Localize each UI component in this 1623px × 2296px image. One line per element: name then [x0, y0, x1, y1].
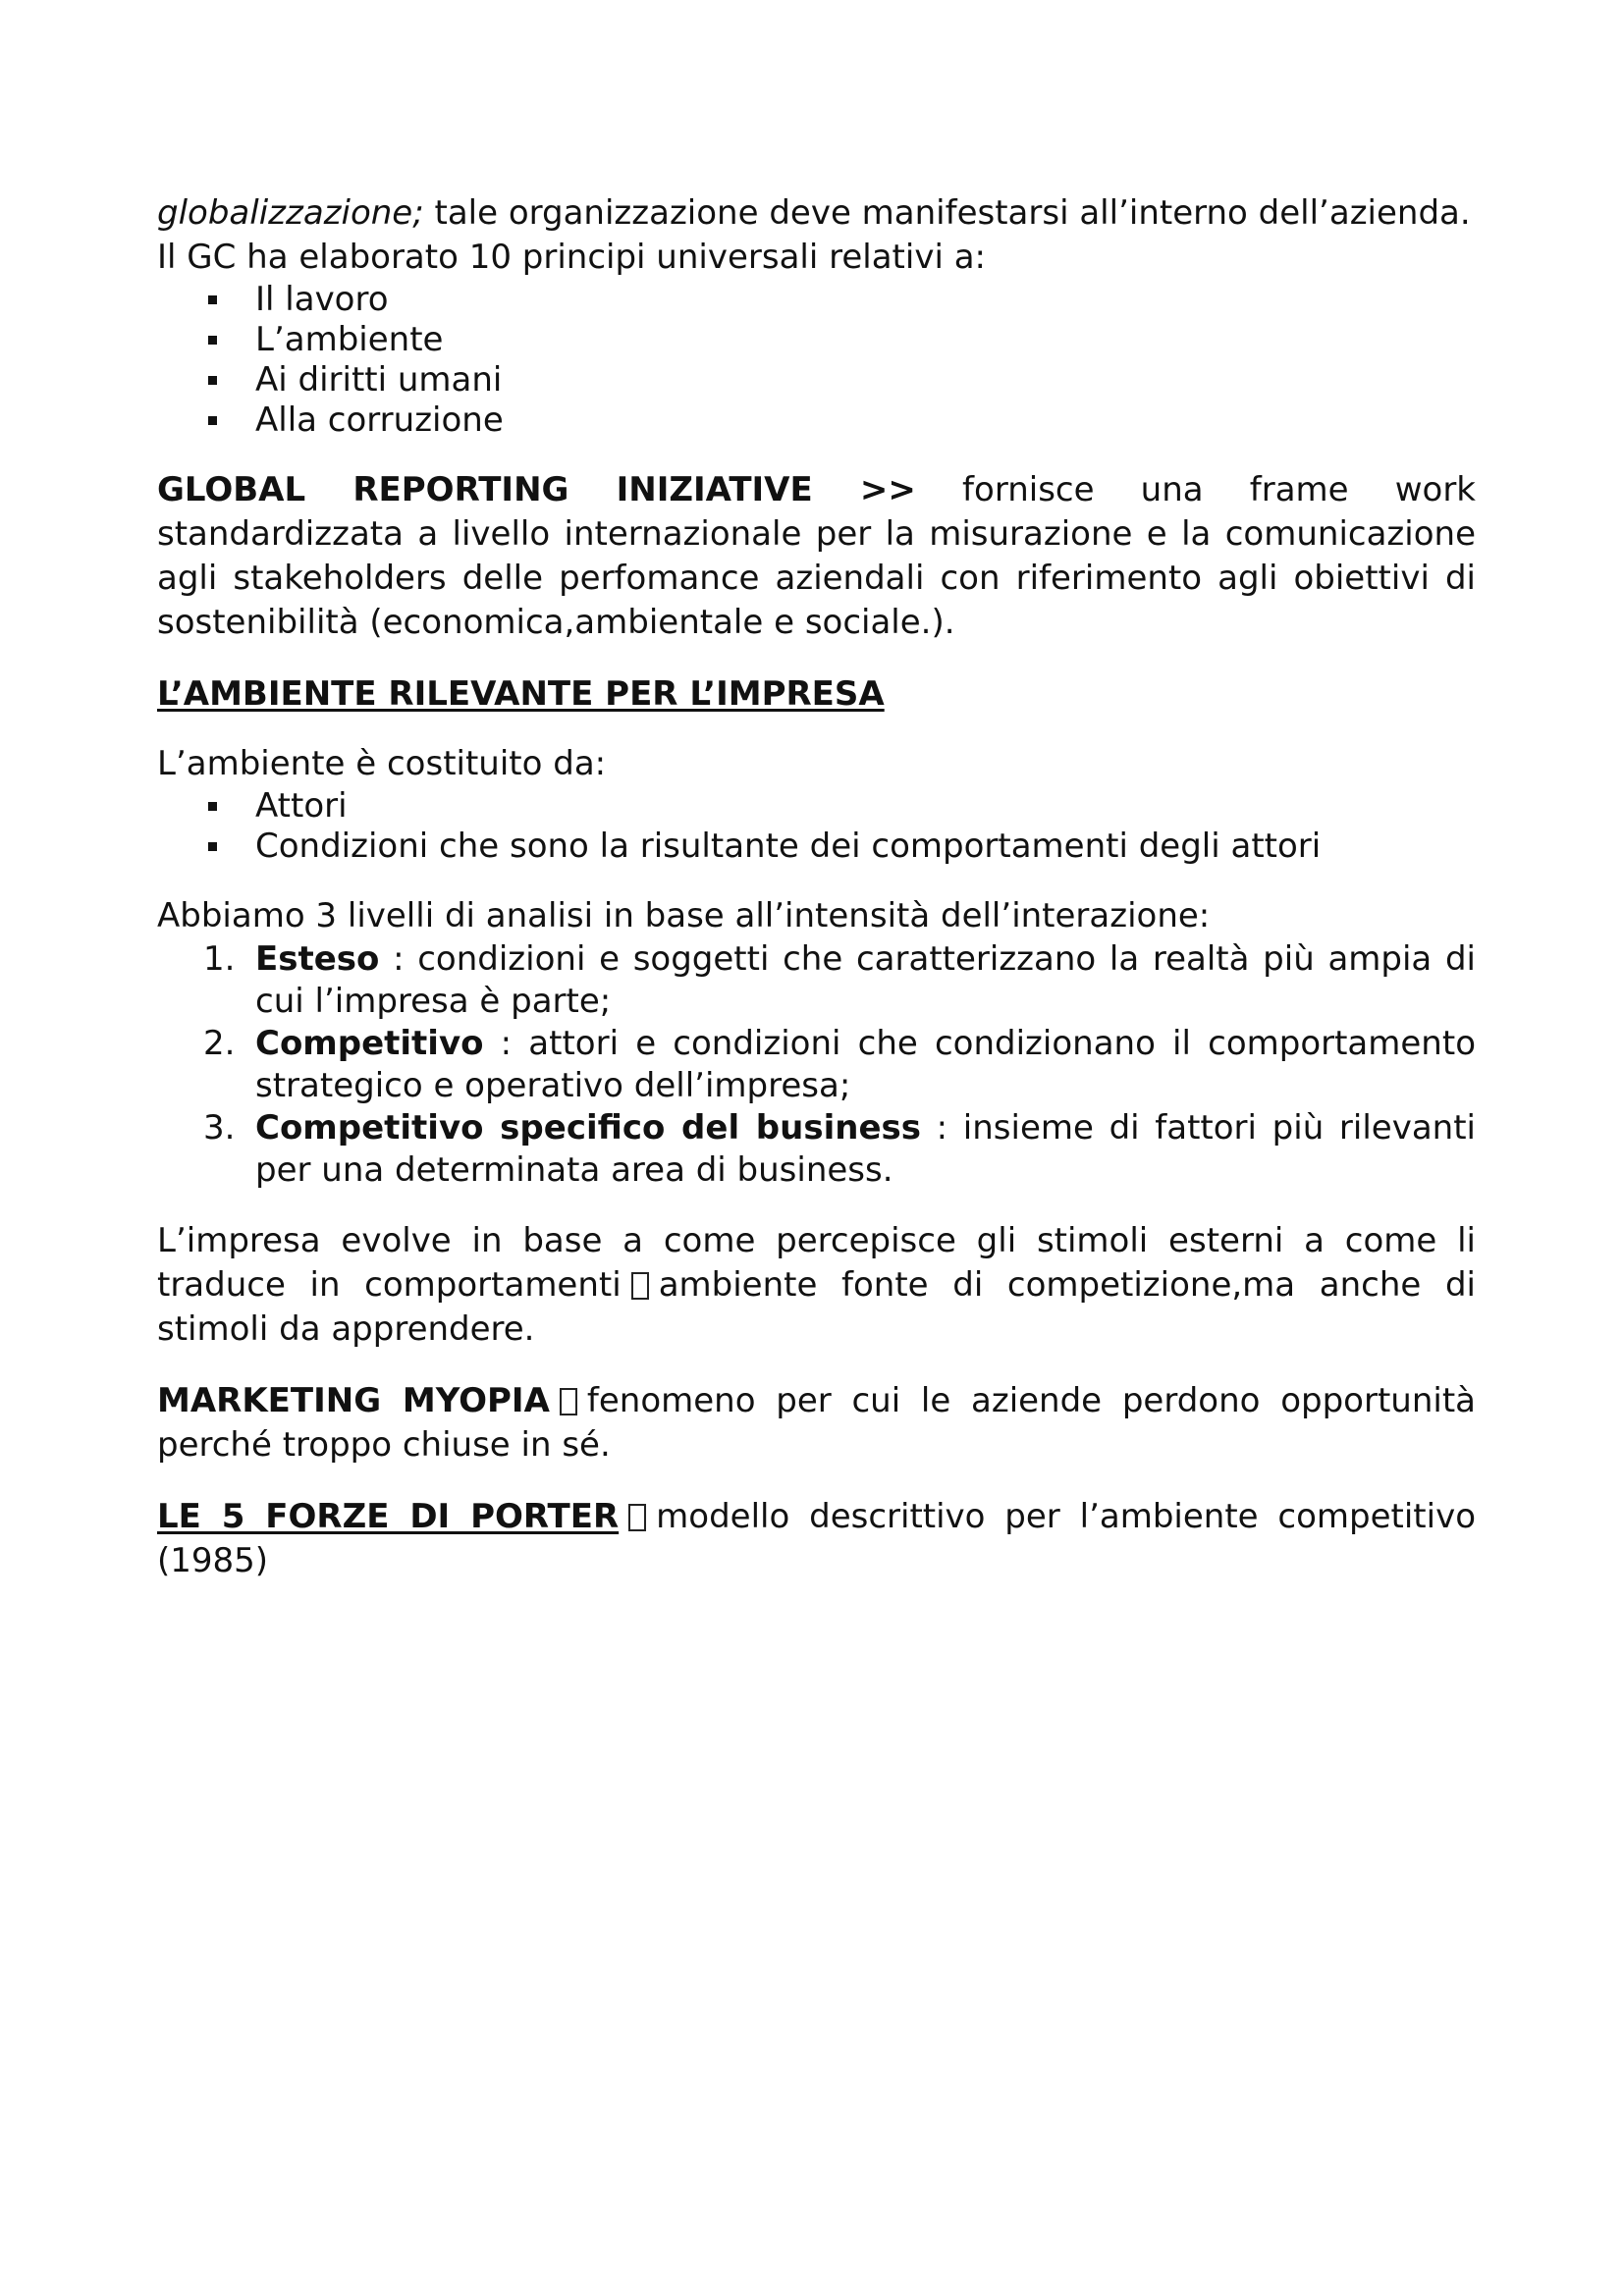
intro-paragraph	[157, 191, 1476, 280]
list-item: Il lavoro	[157, 280, 1476, 320]
arrow-placeholder-icon	[631, 1272, 649, 1300]
porter-term: LE 5 FORZE DI PORTER	[157, 1497, 620, 1536]
livello-text: : insieme di fattori più rilevanti per una determinata area di business.	[255, 1108, 1476, 1190]
livello-term: Competitivo	[255, 1024, 484, 1063]
list-item	[157, 1107, 1476, 1192]
arrow-placeholder-icon	[560, 1388, 577, 1415]
list-number: 2.	[203, 1024, 236, 1063]
gri-text: fornisce una frame work standardizzata a livello internazionale per la misurazione e la comunicazione agli stakeholders delle perfomance aziendali con riferimento agli obiettivi di sostenibilità (economica,ambientale e sociale.).	[157, 470, 1476, 642]
list-item	[157, 938, 1476, 1023]
myopia-paragraph	[157, 1379, 1476, 1468]
livello-term: Competitivo specifico del business	[255, 1108, 921, 1148]
intro-line2-text: Il GC ha elaborato 10 principi universali relativi a:	[157, 238, 986, 277]
ambiente-list	[157, 786, 1476, 867]
livello-text: : attori e condizioni che condizionano il comportamento strategico e operativo dell’impresa;	[255, 1024, 1476, 1105]
livello-text: : condizioni e soggetti che caratterizzano la realtà più ampia di cui l’impresa è parte;	[255, 939, 1476, 1021]
list-item: L’ambiente	[157, 320, 1476, 360]
square-bullet-icon	[208, 295, 217, 304]
porter-text: modello descrittivo per l’ambiente competitivo (1985)	[157, 1497, 1477, 1580]
intro-italic-term: globalizzazione;	[157, 193, 424, 233]
list-number: 3.	[203, 1108, 236, 1148]
principles-list	[157, 280, 1476, 441]
porter-paragraph	[157, 1495, 1476, 1583]
livelli-intro: Abbiamo 3 livelli di analisi in base all’intensità dell’interazione:	[157, 896, 1211, 935]
square-bullet-icon	[208, 336, 217, 345]
intro-line1-text: tale organizzazione deve manifestarsi all’interno dell’azienda.	[423, 193, 1471, 233]
square-bullet-icon	[208, 842, 217, 851]
evolve-paragraph	[157, 1219, 1476, 1352]
livello-term: Esteso	[255, 939, 380, 979]
list-item: Ai diritti umani	[157, 360, 1476, 400]
list-item	[157, 1023, 1476, 1107]
square-bullet-icon	[208, 802, 217, 811]
evolve-text-2: ambiente fonte di competizione,ma anche di stimoli da apprendere.	[157, 1265, 1476, 1349]
gri-term: GLOBAL REPORTING INIZIATIVE >>	[157, 470, 916, 509]
list-number: 1.	[203, 939, 236, 979]
document-page	[157, 191, 1476, 1583]
square-bullet-icon	[208, 376, 217, 385]
ambiente-intro: L’ambiente è costituito da:	[157, 744, 607, 783]
gri-paragraph	[157, 468, 1476, 645]
livelli-list	[157, 938, 1476, 1192]
myopia-term: MARKETING MYOPIA	[157, 1381, 550, 1420]
list-item: Condizioni che sono la risultante dei comportamenti degli attori	[157, 827, 1476, 867]
square-bullet-icon	[208, 416, 217, 425]
list-item: Attori	[157, 786, 1476, 827]
section-heading: L’AMBIENTE RILEVANTE PER L’IMPRESA	[157, 674, 885, 714]
arrow-placeholder-icon	[628, 1504, 646, 1531]
list-item: Alla corruzione	[157, 400, 1476, 441]
myopia-text: fenomeno per cui le aziende perdono opportunità perché troppo chiuse in sé.	[157, 1381, 1476, 1465]
evolve-text-1: L’impresa evolve in base a come percepisce gli stimoli esterni a come li traduce in comportamenti	[157, 1221, 1476, 1305]
